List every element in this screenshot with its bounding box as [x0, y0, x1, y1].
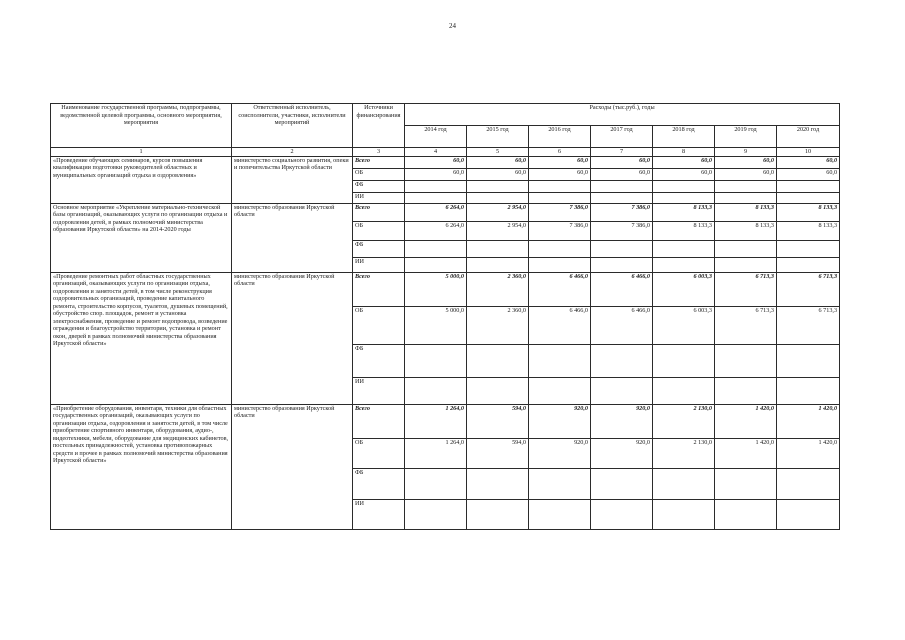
expense-value	[715, 377, 777, 404]
expense-value: 7 386,0	[529, 221, 591, 240]
expense-value	[591, 257, 653, 272]
expense-value	[777, 468, 840, 499]
expense-value: 8 133,3	[777, 221, 840, 240]
funding-source: ОБ	[353, 168, 405, 180]
expense-value	[591, 180, 653, 192]
expense-value: 6 466,0	[529, 272, 591, 306]
funding-source: ФБ	[353, 468, 405, 499]
funding-source: ИИ	[353, 257, 405, 272]
expense-value	[529, 257, 591, 272]
expense-value	[467, 180, 529, 192]
column-number: 2	[232, 148, 353, 157]
expense-value	[529, 180, 591, 192]
expense-value: 60,0	[715, 168, 777, 180]
expense-value: 594,0	[467, 404, 529, 438]
expense-value	[591, 240, 653, 257]
table-body	[51, 156, 840, 529]
expense-value	[653, 499, 715, 529]
expense-value	[529, 377, 591, 404]
expense-value	[467, 240, 529, 257]
expense-value	[653, 257, 715, 272]
expense-value: 6 466,0	[591, 272, 653, 306]
column-number: 3	[353, 148, 405, 157]
header-year: 2014 год	[405, 126, 467, 148]
expense-value: 1 420,0	[777, 438, 840, 468]
expense-value	[591, 499, 653, 529]
expense-value	[653, 180, 715, 192]
measure-executor: министерство социального развития, опеки и попечительства Иркутской области	[232, 156, 353, 203]
measure-name: «Проведение обучающих семинаров, курсов повышения квалификации подготовки руководителей областных и муниципальных организаций отдыха и оздоровления»	[51, 156, 232, 203]
expense-value	[467, 257, 529, 272]
expense-value: 6 003,3	[653, 272, 715, 306]
expense-value: 6 466,0	[529, 306, 591, 344]
expense-value: 2 954,0	[467, 203, 529, 221]
column-number: 6	[529, 148, 591, 157]
expense-value	[715, 257, 777, 272]
expense-value	[405, 377, 467, 404]
expense-value	[591, 344, 653, 377]
expense-value	[529, 468, 591, 499]
expense-value: 8 133,3	[653, 203, 715, 221]
measure-executor: министерство образования Иркутской области	[232, 272, 353, 404]
expense-value	[405, 499, 467, 529]
expense-value	[777, 344, 840, 377]
expense-value	[653, 377, 715, 404]
expense-value	[653, 240, 715, 257]
expense-value	[467, 468, 529, 499]
expense-value	[715, 192, 777, 203]
funding-source: ИИ	[353, 192, 405, 203]
expense-value: 60,0	[777, 156, 840, 168]
expense-value	[405, 257, 467, 272]
expense-value: 6 713,3	[777, 272, 840, 306]
expense-value: 60,0	[467, 168, 529, 180]
budget-table	[50, 103, 840, 530]
expense-value: 1 420,0	[777, 404, 840, 438]
measure-name: Основное мероприятие «Укрепление материально-технической базы организаций, оказывающих услуги по организации отдыха и оздоровления детей, в рамках полномочий министерства образования Иркутской области» на 2014-2020 годы	[51, 203, 232, 272]
expense-value: 60,0	[653, 168, 715, 180]
expense-value: 6 713,3	[715, 272, 777, 306]
expense-value: 1 420,0	[715, 438, 777, 468]
expense-value: 60,0	[529, 156, 591, 168]
expense-value	[467, 499, 529, 529]
expense-value: 60,0	[591, 168, 653, 180]
header-year: 2016 год	[529, 126, 591, 148]
table-row	[51, 272, 840, 306]
funding-source: ОБ	[353, 221, 405, 240]
funding-source: ОБ	[353, 438, 405, 468]
funding-source: ФБ	[353, 240, 405, 257]
column-number: 9	[715, 148, 777, 157]
expense-value: 60,0	[405, 156, 467, 168]
expense-value: 6 713,3	[777, 306, 840, 344]
expense-value	[467, 377, 529, 404]
expense-value: 8 133,3	[777, 203, 840, 221]
expense-value	[715, 468, 777, 499]
expense-value: 8 133,3	[715, 203, 777, 221]
column-number: 4	[405, 148, 467, 157]
expense-value: 8 133,3	[653, 221, 715, 240]
header-year: 2018 год	[653, 126, 715, 148]
expense-value: 920,0	[529, 438, 591, 468]
expense-value	[653, 192, 715, 203]
expense-value: 920,0	[591, 438, 653, 468]
measure-name: «Приобретение оборудования, инвентаря, техники для областных государственных организаций, оказывающих услуги по организации отдыха, оздоровления и занятости детей, в том числе приобретение спортивного инвентаря, оборудования, аудио-, видеотехники, мебели, оборудование для медицинских кабинетов, постельных принадлежностей, установка противопожарных средств и прочее в рамках полномочий министерства образования Иркутской области»	[51, 404, 232, 529]
expense-value	[777, 499, 840, 529]
table-row	[51, 404, 840, 438]
header-executor: Ответственный исполнитель, соисполнители, участники, исполнители мероприятий	[232, 104, 353, 148]
expense-value: 5 000,0	[405, 306, 467, 344]
header-expenses: Расходы (тыс.руб.), годы	[405, 104, 840, 126]
expense-value: 60,0	[467, 156, 529, 168]
column-number: 8	[653, 148, 715, 157]
expense-value: 60,0	[405, 168, 467, 180]
header-year: 2020 год	[777, 126, 840, 148]
funding-source: ИИ	[353, 377, 405, 404]
header-name: Наименование государственной программы, подпрограммы, ведомственной целевой программы, основного мероприятия, мероприятия	[51, 104, 232, 148]
expense-value: 8 133,3	[715, 221, 777, 240]
funding-source: Всего	[353, 203, 405, 221]
expense-value: 6 264,0	[405, 221, 467, 240]
expense-value: 2 360,0	[467, 306, 529, 344]
expense-value: 920,0	[529, 404, 591, 438]
expense-value: 60,0	[653, 156, 715, 168]
expense-value	[653, 468, 715, 499]
expense-value	[529, 344, 591, 377]
measure-executor: министерство образования Иркутской области	[232, 203, 353, 272]
expense-value	[591, 377, 653, 404]
expense-value	[777, 192, 840, 203]
header-year: 2019 год	[715, 126, 777, 148]
expense-value	[777, 240, 840, 257]
expense-value	[715, 180, 777, 192]
expense-value	[777, 180, 840, 192]
header-source: Источники финансирования	[353, 104, 405, 148]
expense-value	[405, 344, 467, 377]
expense-value	[591, 468, 653, 499]
expense-value	[529, 192, 591, 203]
expense-value: 60,0	[715, 156, 777, 168]
expense-value: 6 713,3	[715, 306, 777, 344]
expense-value	[405, 240, 467, 257]
header-year: 2017 год	[591, 126, 653, 148]
expense-value	[405, 192, 467, 203]
funding-source: ИИ	[353, 499, 405, 529]
expense-value	[591, 192, 653, 203]
expense-value: 60,0	[591, 156, 653, 168]
expense-value	[715, 344, 777, 377]
expense-value: 2 130,0	[653, 438, 715, 468]
expense-value: 2 954,0	[467, 221, 529, 240]
measure-executor: министерство образования Иркутской области	[232, 404, 353, 529]
expense-value: 1 264,0	[405, 438, 467, 468]
expense-value	[467, 192, 529, 203]
column-number: 5	[467, 148, 529, 157]
funding-source: ФБ	[353, 344, 405, 377]
funding-source: Всего	[353, 404, 405, 438]
column-number: 7	[591, 148, 653, 157]
expense-value	[653, 344, 715, 377]
expense-value: 1 264,0	[405, 404, 467, 438]
expense-value: 6 003,3	[653, 306, 715, 344]
funding-source: ФБ	[353, 180, 405, 192]
column-number-row	[51, 148, 840, 157]
expense-value	[715, 240, 777, 257]
header-year: 2015 год	[467, 126, 529, 148]
expense-value: 2 130,0	[653, 404, 715, 438]
expense-value: 6 466,0	[591, 306, 653, 344]
page-number: 24	[449, 22, 456, 30]
expense-value: 7 386,0	[529, 203, 591, 221]
expense-value: 2 360,0	[467, 272, 529, 306]
expense-value	[777, 377, 840, 404]
expense-value	[467, 344, 529, 377]
table-row	[51, 156, 840, 168]
column-number: 1	[51, 148, 232, 157]
expense-value: 7 386,0	[591, 221, 653, 240]
funding-source: Всего	[353, 272, 405, 306]
header-row-1	[51, 104, 840, 126]
expense-value: 7 386,0	[591, 203, 653, 221]
expense-value: 1 420,0	[715, 404, 777, 438]
expense-value	[405, 468, 467, 499]
measure-name: «Проведение ремонтных работ областных государственных организаций, оказывающих услуги по организации отдыха, оздоровления и занятости детей, в том числе реконструкция оздоровительных организаций, проведение капитального ремонта, строительство корпусов, туалетов, душевых помещений, обустройство спор. площадок, ремонт и установка электроснабжения, проведение и ремонт водопровода, возведение ограждения и благоустройство территории, установка и ремонт окон, дверей в рамках полномочий министерства образования Иркутской области»	[51, 272, 232, 404]
expense-value: 60,0	[529, 168, 591, 180]
expense-value: 920,0	[591, 404, 653, 438]
expense-value: 594,0	[467, 438, 529, 468]
expense-value: 5 000,0	[405, 272, 467, 306]
funding-source: Всего	[353, 156, 405, 168]
expense-value	[405, 180, 467, 192]
table-row	[51, 203, 840, 221]
expense-value	[777, 257, 840, 272]
funding-source: ОБ	[353, 306, 405, 344]
expense-value	[715, 499, 777, 529]
expense-value	[529, 240, 591, 257]
expense-value	[529, 499, 591, 529]
column-number: 10	[777, 148, 840, 157]
expense-value: 6 264,0	[405, 203, 467, 221]
expense-value: 60,0	[777, 168, 840, 180]
